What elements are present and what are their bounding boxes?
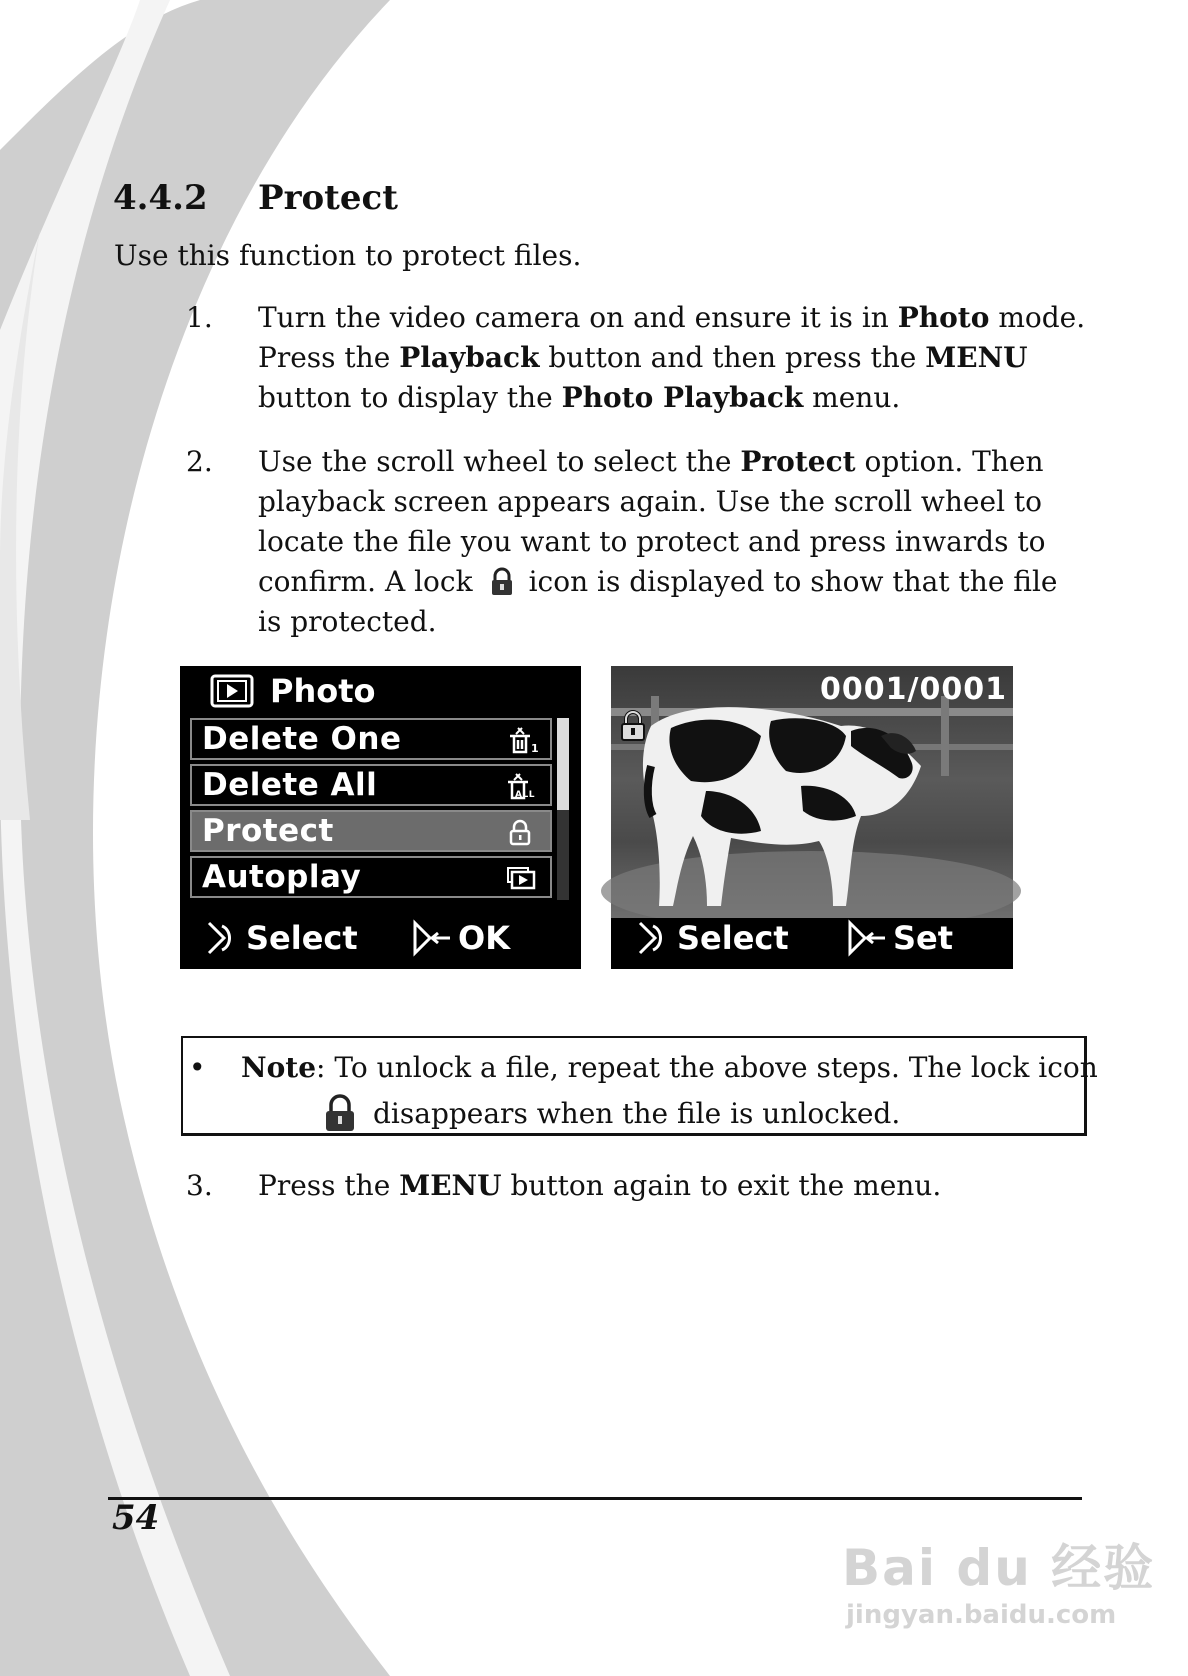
lock-icon [487, 567, 517, 597]
scroll-wheel-icon [637, 920, 671, 956]
step-3-run: MENU [399, 1169, 502, 1202]
step-1-line-1-run: Photo [897, 301, 990, 334]
note-line-2: disappears when the file is unlocked. [323, 1094, 900, 1134]
step-3-number: 3. [186, 1169, 213, 1202]
step-2-line-4: confirm. A lock icon is displayed to show that the file [258, 565, 1058, 598]
step-1-line-2-run: MENU [925, 341, 1028, 374]
menu-footer-ok: OK [412, 919, 510, 957]
note-line-1 [189, 1048, 1098, 1088]
note-text-1: : To unlock a file, repeat the above steps. The lock icon [316, 1051, 1098, 1084]
step-3-text [258, 1166, 941, 1206]
step-1-line-2-run: Press the [258, 341, 400, 374]
menu-scrollbar[interactable] [557, 718, 569, 900]
step-1-line-1 [258, 298, 1085, 338]
step-1-number: 1. [186, 301, 213, 334]
playback-counter: 0001/0001 [820, 672, 1007, 707]
note-label: Note [241, 1051, 317, 1084]
step-3-run: Press the [258, 1169, 400, 1202]
step-2-line-3: locate the file you want to protect and press inwards to [258, 525, 1046, 558]
step-2-line-1-run: Protect [740, 445, 856, 478]
playback-mode-icon [210, 674, 254, 708]
svg-text:ALL: ALL [515, 790, 535, 800]
intro-text: Use this function to protect files. [114, 239, 582, 272]
step-1-line-3-run: Photo Playback [561, 381, 804, 414]
section-title: Protect [258, 178, 398, 218]
scroll-wheel-icon [206, 920, 240, 956]
lock-icon [619, 710, 647, 742]
page-number: 54 [112, 1498, 160, 1538]
watermark-url: jingyan.baidu.com [846, 1600, 1117, 1630]
step-1-line-2 [258, 338, 1085, 378]
menu-item-label: Autoplay [202, 859, 362, 895]
step-1-line-3-run: button to display the [258, 381, 562, 414]
menu-footer-select: Select [206, 919, 358, 957]
baidu-watermark [842, 1528, 1155, 1630]
playback-footer-select: Select [637, 919, 789, 957]
step-1-line-2-run: Playback [399, 341, 540, 374]
step-1-line-3-run: menu. [803, 381, 901, 414]
step-2-line-1 [258, 442, 1058, 482]
step-2-text [258, 442, 1058, 642]
lock-icon [323, 1095, 357, 1133]
menu-item-protect[interactable] [190, 810, 552, 852]
step-2-line-1-run: option. Then [855, 445, 1044, 478]
menu-item-label: Delete One [202, 721, 402, 757]
bullet: • [189, 1051, 206, 1084]
step-1-line-1-run: Turn the video camera on and ensure it is in [258, 301, 898, 334]
delete-all-icon [504, 772, 538, 800]
step-1-line-3 [258, 378, 1085, 418]
step-2-line-5: is protected. [258, 605, 437, 638]
menu-item-delete-one[interactable] [190, 718, 552, 760]
note-box [181, 1036, 1098, 1136]
menu-item-label: Protect [202, 813, 334, 849]
step-1-line-1-run: mode. [989, 301, 1086, 334]
footer-rule [108, 1497, 1082, 1500]
step-3-run: button again to exit the menu. [501, 1169, 942, 1202]
step-2-line-2: playback screen appears again. Use the scroll wheel to [258, 485, 1043, 518]
menu-title: Photo [270, 672, 376, 710]
svg-text:1: 1 [531, 742, 540, 755]
section-number: 4.4.2 [113, 178, 208, 218]
playback-footer-set: Set [847, 919, 953, 957]
watermark-brand: Bai du 经验 [842, 1539, 1156, 1597]
press-arrow-icon [847, 920, 887, 956]
menu-item-delete-all[interactable] [190, 764, 552, 806]
press-arrow-icon [412, 920, 452, 956]
step-1-line-2-run: button and then press the [539, 341, 926, 374]
step-1-text [258, 298, 1085, 418]
photo-menu-screen [180, 666, 581, 969]
menu-header [210, 672, 376, 710]
menu-item-label: Delete All [202, 767, 378, 803]
autoplay-icon [504, 864, 538, 892]
step-2-line-1-run: Use the scroll wheel to select the [258, 445, 741, 478]
lock-icon [504, 818, 538, 846]
menu-item-autoplay[interactable] [190, 856, 552, 898]
delete-one-icon [504, 726, 538, 754]
step-2-number: 2. [186, 445, 213, 478]
photo-playback-screen [611, 666, 1013, 969]
